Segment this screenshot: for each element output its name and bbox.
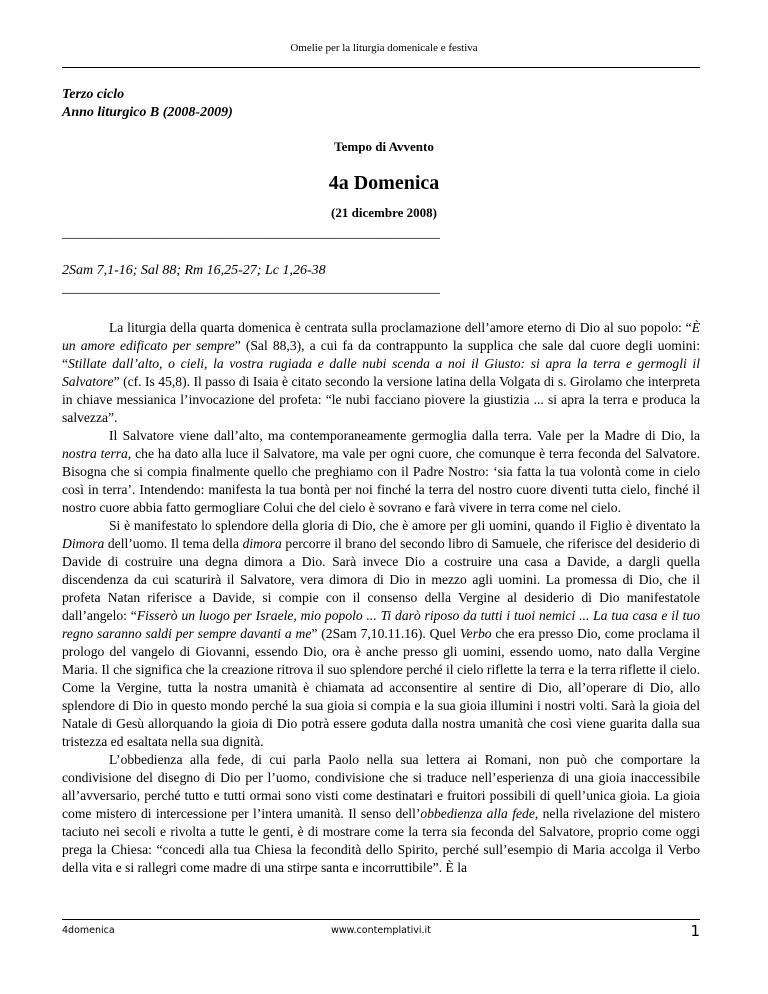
text-run: che era presso Dio, come proclama il prologo del vangelo di Giovanni, essendo Dio, ora è anche presso gli uomini, essendo uomo, nato dalla Vergine Maria. Il che significa che la creazione ritrova il suo splendore perché il cielo riflette la terra e la terra riflette il cielo. Come la Vergine, tutta la nostra umanità è chiamata ad acconsentire al sentire di Dio, all’operare di Dio, allo splendore di Dio in questo mondo perché la sua gioia si compia e la sua gioia illumini i nostri volti. Sarà la gioia del Natale di Gesù allorquando la gioia di Dio potrà essere goduta dalla nostra umanità che così viene guarita dalla sua tristezza ed esaltata nella sua dignità. — [62, 626, 700, 749]
footer-divider — [62, 919, 700, 920]
text-run: , nella rivelazione del mistero taciuto nei secoli e rivolta a tutte le genti, è di mostrare come la terra sia feconda del Salvatore, proprio come oggi prega la Chiesa: “concedi alla tua Chiesa la fecondità dello Spirito, perché sull’esempio di Maria accolga il Verbo della vita e si rallegri come madre di una stirpe santa e incorruttibile”. È la — [62, 806, 700, 875]
text-run: percorre il brano del secondo libro di Samuele, che riferisce del desiderio di Davide di costruire una degna dimora a Dio. Sarà invece Dio a costruire una casa a Davide, a dargli quella discendenza da cui scaturirà il Salvatore, vera dimora di Dio in mezzo agli uomini. La promessa di Dio, che il profeta Natan riferisce a Davide, si compie con il consenso della Vergine al desiderio di Dio manifestatole dall’angelo: “ — [62, 536, 701, 623]
footer-website: www.contemplativi.it — [331, 925, 431, 936]
italic-quote: Fisserò un luogo per Israele, mio popolo ... Ti darò riposo da tutti i tuoi nemici ... La tua casa e il tuo regno saranno saldi per sempre davanti a me — [62, 608, 700, 641]
liturgical-year: Anno liturgico B (2008-2009) — [62, 105, 233, 120]
text-run: ” (2Sam 7,10.11.16). Quel — [311, 626, 460, 641]
text-run: ” (Sal 88,3), a cui fa da contrappunto la supplica che sale dal cuore degli uomini: “ — [62, 338, 701, 371]
text-run: L’obbedienza alla fede, di cui parla Paolo nella sua lettera ai Romani, non può che comportare la condivisione del disegno di Dio per l’uomo, condivisione che si traduce nell’esperienza di una gioia inaccessibile all’avversario, perché tutto e tutti ormai sono visti come destinatari e fruitori possibili di quell’unica gioia. La gioia come mistero di intercessione per l’intera umanità. Il senso dell’ — [62, 752, 700, 821]
season-heading: Tempo di Avvento — [334, 139, 434, 154]
cycle-label: Terzo ciclo — [62, 87, 125, 102]
homily-body — [62, 319, 700, 877]
italic-quote: nostra terra — [62, 446, 128, 461]
footer-filename: 4domenica — [62, 925, 115, 936]
italic-quote: Dimora — [62, 536, 105, 551]
body-paragraph — [62, 427, 700, 517]
italic-quote: È un amore edificato per sempre — [62, 320, 700, 353]
body-paragraph — [62, 319, 700, 427]
text-run: dell’uomo. Il tema della — [104, 536, 243, 551]
text-run: , che ha dato alla luce il Salvatore, ma vale per ogni cuore, che comunque è terra feconda del Salvatore. Bisogna che si compia finalmente quello che preghiamo con il Padre Nostro: ‘sia fatta la tua volontà come in cielo così in terra’. Intendendo: manifesta la tua bontà per noi finché la terra del nostro cuore diventi tutta cielo, finché il nostro cuore abbia fatto germogliare Colui che del cielo è sovrano e farà vivere in terra come nel cielo. — [62, 446, 700, 515]
page-title: 4a Domenica — [328, 172, 440, 194]
italic-quote: dimora — [242, 536, 282, 551]
italic-quote: Stillate dall’alto, o cieli, la vostra rugiada e dalle nubi scenda a noi il Giusto: si apra la terra e germogli il Salvatore — [62, 356, 700, 389]
italic-quote: obbedienza alla fede — [420, 806, 535, 821]
italic-quote: Verbo — [459, 626, 492, 641]
text-run: Il Salvatore viene dall’alto, ma contemporaneamente germoglia dalla terra. Vale per la Madre di Dio, la — [109, 428, 700, 443]
body-paragraph — [62, 517, 700, 751]
header-divider — [62, 67, 700, 68]
running-header: Omelie per la liturgia domenicale e festiva — [290, 42, 478, 54]
body-paragraph — [62, 751, 700, 877]
page-number: 1 — [690, 922, 700, 940]
readings-rule-bottom: ______________________________________________________ — [62, 281, 440, 296]
date-subtitle: (21 dicembre 2008) — [331, 205, 437, 220]
text-run: ” (cf. Is 45,8). Il passo di Isaia è citato secondo la versione latina della Volgata di s. Girolamo che interpreta in chiave messianica l’invocazione del profeta: “le nubi facciano piovere la giustizia ... si apra la terra e produca la salvezza”. — [62, 374, 700, 425]
text-run: La liturgia della quarta domenica è centrata sulla proclamazione dell’amore eterno di Dio al suo popolo: “ — [109, 320, 692, 335]
readings-reference: 2Sam 7,1-16; Sal 88; Rm 16,25-27; Lc 1,26-38 — [62, 263, 326, 278]
readings-rule-top: ______________________________________________________ — [62, 226, 440, 241]
cycle-heading — [62, 86, 233, 122]
text-run: Si è manifestato lo splendore della gloria di Dio, che è amore per gli uomini, quando il Figlio è diventato la — [109, 518, 700, 533]
